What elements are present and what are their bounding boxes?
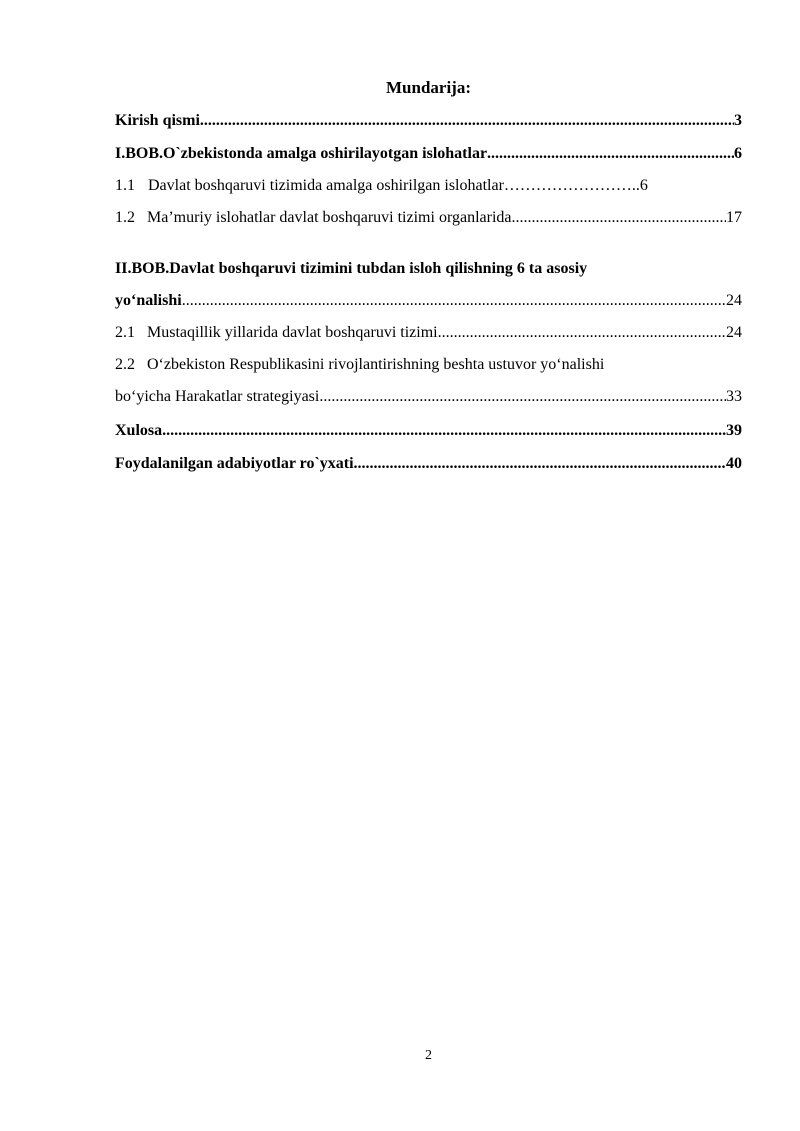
toc-entry-page: 40	[726, 455, 742, 472]
toc-entry-page: 24	[726, 324, 742, 341]
toc-entry-section-2-1[interactable]	[115, 322, 742, 344]
toc-entry-text: Ma’muriy islohatlar davlat boshqaruvi tizimi organlarida	[147, 209, 512, 226]
toc-entry-chapter-1[interactable]	[115, 143, 742, 165]
toc-entry-section-2-2-line-1[interactable]	[115, 354, 742, 376]
toc-entry-number: 1.1	[115, 177, 135, 194]
toc-entry-page: 6	[639, 177, 648, 194]
toc-leader-dots	[200, 110, 734, 132]
toc-leader-dots	[162, 420, 726, 442]
toc-entry-text: Foydalanilgan adabiyotlar ro`yxati	[115, 455, 354, 472]
toc-entry-page: 33	[726, 388, 742, 405]
toc-entry-page: 6	[734, 145, 742, 162]
toc-leader-dots	[182, 290, 726, 312]
toc-heading: Mundarija:	[386, 78, 471, 97]
toc-leader-dots	[487, 143, 734, 165]
toc-entry-chapter-2-line-2[interactable]	[115, 290, 742, 312]
toc-entry-text: Xulosa	[115, 422, 163, 439]
toc-entry-references[interactable]	[115, 453, 742, 475]
toc-entry-text: Kirish qismi	[115, 112, 200, 129]
toc-entry-number: 2.1	[115, 324, 135, 341]
page-number: 2	[425, 1048, 432, 1063]
toc-entry-text: II.BOB.Davlat boshqaruvi tizimini tubdan isloh qilishning 6 ta asosiy	[115, 260, 588, 277]
toc-entry-text: bo‘yicha Harakatlar strategiyasi	[115, 388, 320, 405]
toc-leader-dots	[354, 453, 726, 475]
toc-entry-text: I.BOB.O`zbekistonda amalga oshirilayotgan islohatlar	[115, 145, 488, 162]
toc-entry-number: 2.2	[115, 356, 135, 373]
toc-entry-text: Davlat boshqaruvi tizimida amalga oshirilgan islohatlar……………………..	[148, 177, 640, 194]
toc-entry-introduction[interactable]	[115, 110, 742, 132]
toc-entry-page: 3	[734, 112, 742, 129]
toc-entry-chapter-2-line-1[interactable]	[115, 258, 742, 280]
toc-leader-dots	[512, 207, 727, 229]
toc-entry-section-1-2[interactable]	[115, 207, 742, 229]
toc-entry-page: 39	[726, 422, 742, 439]
toc-entry-text: yo‘nalishi	[115, 292, 182, 309]
toc-entry-page: 24	[726, 292, 742, 309]
toc-entry-number: 1.2	[115, 209, 135, 226]
toc-entry-section-1-1[interactable]	[115, 175, 742, 197]
toc-leader-dots	[438, 322, 726, 344]
toc-leader-dots	[319, 386, 726, 408]
toc-entry-section-2-2-line-2[interactable]	[115, 386, 742, 408]
toc-entry-page: 17	[726, 209, 742, 226]
toc-entry-conclusion[interactable]	[115, 420, 742, 442]
toc-entry-text: Mustaqillik yillarida davlat boshqaruvi tizimi	[147, 324, 438, 341]
toc-entry-text: O‘zbekiston Respublikasini rivojlantirishning beshta ustuvor yo‘nalishi	[147, 356, 605, 373]
